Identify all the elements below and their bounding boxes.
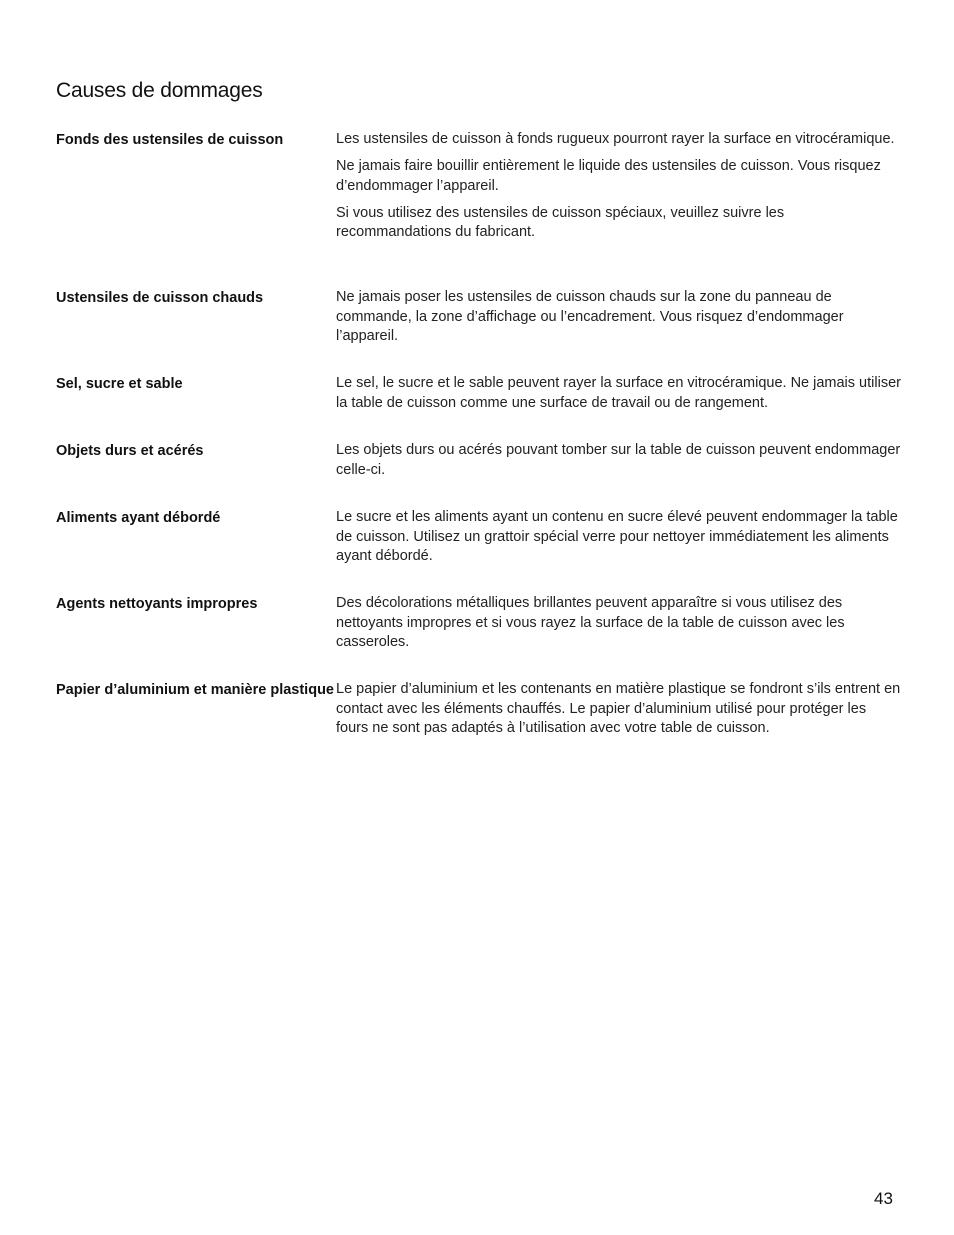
section-paragraph: Ne jamais poser les ustensiles de cuisson chauds sur la zone du panneau de commande, la zone d’affichage ou l’encadrement. Vous risquez d’endommager l’appareil. <box>336 289 844 344</box>
section-paragraph: Des décolorations métalliques brillantes peuvent apparaître si vous utilisez des nettoyants impropres et si vous rayez la surface de la table de cuisson avec les casseroles. <box>336 595 845 650</box>
section-term: Agents nettoyants impropres <box>56 596 258 612</box>
section-term: Objets durs et acérés <box>56 443 204 459</box>
section-description <box>336 508 902 567</box>
damage-causes-list <box>56 130 902 739</box>
section-term: Fonds des ustensiles de cuisson <box>56 132 284 148</box>
section-papier-aluminium <box>56 680 902 739</box>
section-paragraph: Les objets durs ou acérés pouvant tomber sur la table de cuisson peuvent endommager celle-ci. <box>336 442 901 478</box>
section-ustensiles-chauds <box>56 288 902 347</box>
section-term: Aliments ayant débordé <box>56 510 221 526</box>
page-title: Causes de dommages <box>56 79 263 102</box>
section-term: Papier d’aluminium et manière plastique <box>56 682 334 698</box>
section-term: Sel, sucre et sable <box>56 376 183 392</box>
section-paragraph: Le sucre et les aliments ayant un contenu en sucre élevé peuvent endommager la table de cuisson. Utilisez un grattoir spécial verre pour nettoyer immédiatement les aliments ayant débordé. <box>336 509 898 564</box>
section-term: Ustensiles de cuisson chauds <box>56 290 264 306</box>
section-paragraph: Les ustensiles de cuisson à fonds rugueux pourront rayer la surface en vitrocéramique. <box>336 131 895 147</box>
section-description <box>336 680 902 739</box>
page-number: 43 <box>874 1189 893 1208</box>
section-paragraph: Ne jamais faire bouillir entièrement le liquide des ustensiles de cuisson. Vous risquez d’endommager l’appareil. <box>336 158 881 194</box>
section-objets-durs <box>56 441 902 481</box>
section-description <box>336 594 902 653</box>
section-description <box>336 441 902 480</box>
section-aliments-deborde <box>56 508 902 567</box>
section-description <box>336 374 902 413</box>
section-description <box>336 288 902 347</box>
section-fonds-ustensiles <box>56 130 902 260</box>
section-paragraph: Le sel, le sucre et le sable peuvent rayer la surface en vitrocéramique. Ne jamais utiliser la table de cuisson comme une surface de travail ou de rangement. <box>336 375 901 411</box>
section-agents-nettoyants <box>56 594 902 653</box>
section-paragraph: Le papier d’aluminium et les contenants en matière plastique se fondront s’ils entrent en contact avec les éléments chauffés. Le papier d’aluminium utilisé pour protéger les fours ne sont pas adaptés à l’utilisation avec votre table de cuisson. <box>336 681 901 736</box>
section-paragraph: Si vous utilisez des ustensiles de cuisson spéciaux, veuillez suivre les recommandations du fabricant. <box>336 204 785 240</box>
section-description <box>336 130 902 243</box>
section-sel-sucre-sable <box>56 374 902 414</box>
